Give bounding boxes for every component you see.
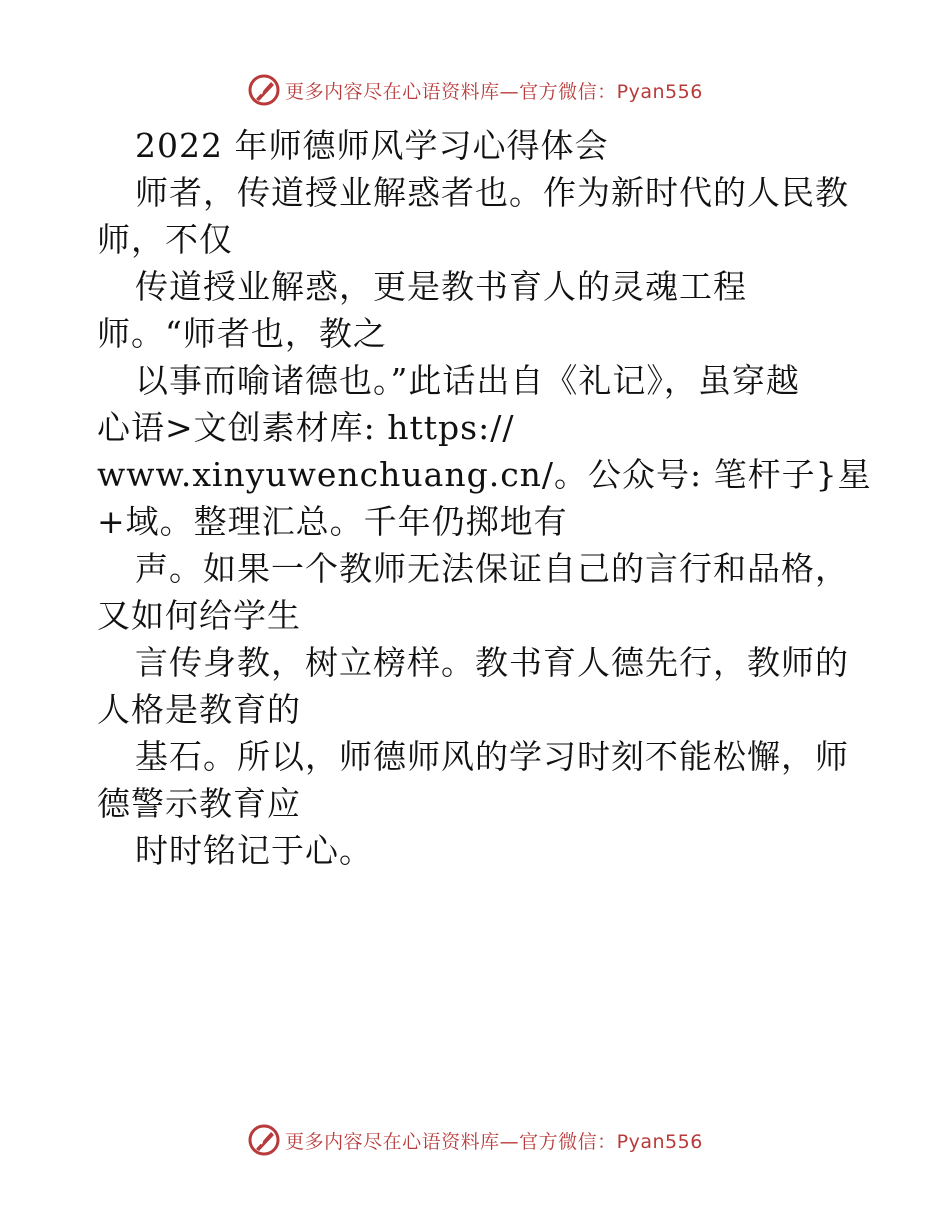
text-line: 师者，传道授业解惑者也。作为新时代的人民教 bbox=[135, 173, 849, 212]
text-line: 传道授业解惑，更是教书育人的灵魂工程 bbox=[135, 267, 747, 306]
logo-icon bbox=[247, 73, 281, 107]
text-line: 2022 年师德师风学习心得体会 bbox=[135, 126, 609, 165]
text-line: +域。整理汇总。千年仍掷地有 bbox=[97, 502, 568, 541]
text-line: 人格是教育的 bbox=[97, 690, 301, 729]
text-line: www.xinyuwenchuang.cn/。公众号: 笔杆子}星 bbox=[97, 455, 872, 494]
text-line: 声。如果一个教师无法保证自己的言行和品格， bbox=[135, 549, 849, 588]
footer-banner-inner bbox=[247, 1123, 703, 1157]
footer-banner bbox=[0, 1120, 950, 1160]
header-banner-text: 更多内容尽在心语资料库—官方微信：Pyan556 bbox=[285, 80, 703, 103]
text-line: 以事而喻诸德也。”此话出自《礼记》，虽穿越 bbox=[135, 361, 800, 400]
header-banner-inner bbox=[247, 73, 703, 107]
text-line: 师，不仅 bbox=[97, 220, 233, 259]
text-line: 师。“师者也，教之 bbox=[97, 314, 387, 353]
header-banner bbox=[0, 70, 950, 110]
text-line: 基石。所以，师德师风的学习时刻不能松懈，师 bbox=[135, 737, 849, 776]
document-body bbox=[97, 122, 872, 874]
text-line: 言传身教，树立榜样。教书育人德先行，教师的 bbox=[135, 643, 849, 682]
text-line: 时时铭记于心。 bbox=[135, 831, 373, 870]
footer-banner-text: 更多内容尽在心语资料库—官方微信：Pyan556 bbox=[285, 1130, 703, 1153]
text-line: 德警示教育应 bbox=[97, 784, 301, 823]
logo-icon bbox=[247, 1123, 281, 1157]
text-line: 心语>文创素材库: https:// bbox=[97, 408, 515, 447]
text-line: 又如何给学生 bbox=[97, 596, 301, 635]
